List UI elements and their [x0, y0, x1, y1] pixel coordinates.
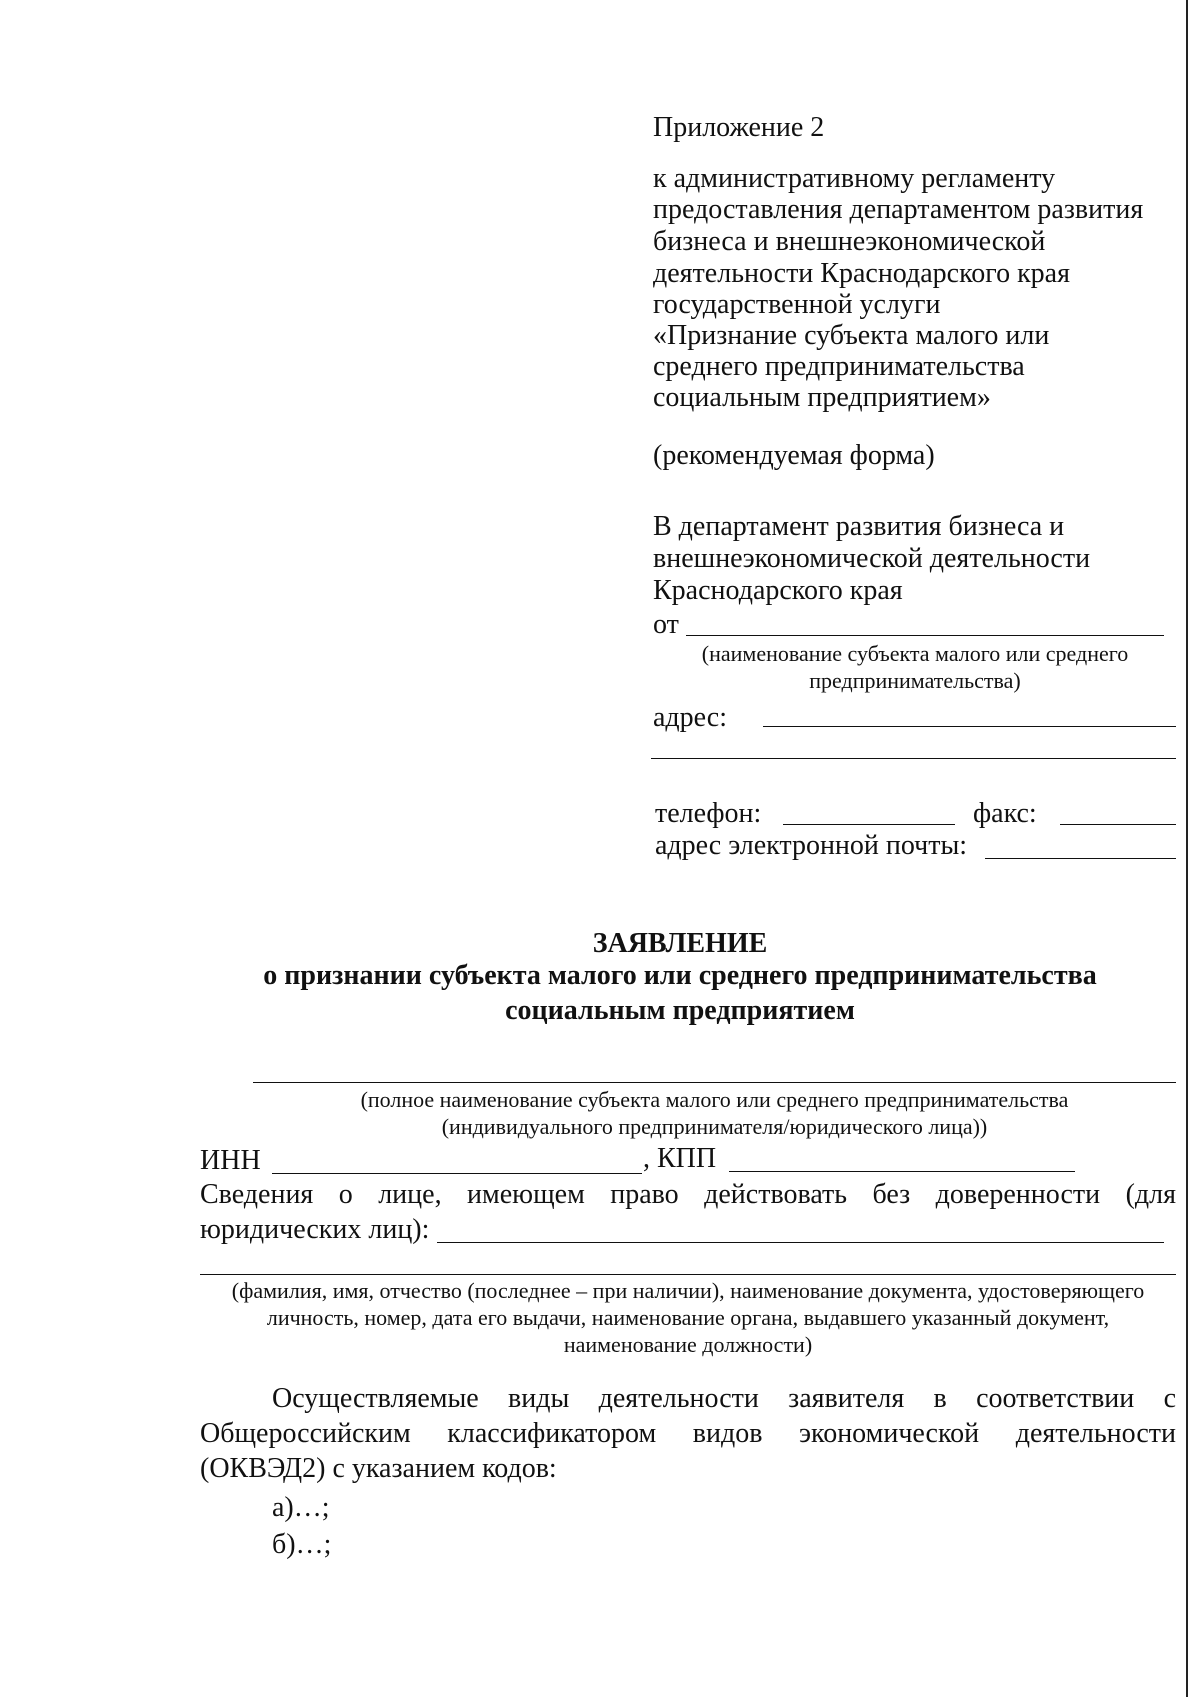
applicant-name-caption: (индивидуального предпринимателя/юридического лица)) [441, 1114, 988, 1139]
regulation-line: социальным предприятием» [653, 382, 991, 413]
regulation-line: среднего предпринимательства [653, 351, 1025, 382]
address-field-line-2[interactable] [651, 758, 1176, 759]
representative-caption: (фамилия, имя, отчество (последнее – при наличии), наименование документа, удостоверяющего [231, 1278, 1145, 1303]
representative-text: Сведения о лице, имеющем право действовать без доверенности (для [200, 1179, 1176, 1210]
representative-text: юридических лиц): [200, 1214, 430, 1245]
document-title: ЗАЯВЛЕНИЕ [592, 928, 768, 959]
form-note: (рекомендуемая форма) [653, 440, 935, 471]
okved-paragraph: (ОКВЭД2) с указанием кодов: [200, 1453, 557, 1484]
regulation-line: предоставления департаментом развития [653, 194, 1144, 225]
regulation-line: государственной услуги [653, 289, 941, 320]
email-field-line[interactable] [985, 858, 1176, 859]
document-subtitle: социальным предприятием [505, 995, 855, 1026]
applicant-name-caption: (полное наименование субъекта малого или среднего предпринимательства [360, 1087, 1069, 1112]
regulation-line: деятельности Краснодарского края [653, 258, 1070, 289]
inn-field-line[interactable] [272, 1173, 642, 1174]
addressee-line: внешнеэкономической деятельности [653, 543, 1091, 574]
from-field-line[interactable] [686, 635, 1164, 636]
applicant-name-field-line[interactable] [253, 1082, 1176, 1083]
scan-page-edge [1186, 0, 1188, 1697]
representative-caption: наименование должности) [563, 1332, 813, 1357]
document-subtitle: о признании субъекта малого или среднего предпринимательства [263, 960, 1097, 991]
phone-field-line[interactable] [783, 824, 955, 825]
from-label: от [653, 609, 679, 640]
regulation-line: бизнеса и внешнеэкономической [653, 226, 1046, 257]
list-item-a: а)…; [272, 1492, 330, 1523]
fax-field-line[interactable] [1060, 824, 1176, 825]
fax-label: факс: [973, 798, 1037, 829]
address-field-line[interactable] [763, 726, 1176, 727]
representative-field-line-2[interactable] [200, 1274, 1176, 1275]
from-caption: (наименование субъекта малого или среднего [701, 641, 1129, 666]
okved-paragraph: Общероссийским классификатором видов экономической деятельности [200, 1418, 1176, 1449]
addressee-line: В департамент развития бизнеса и [653, 511, 1065, 542]
kpp-label: , КПП [643, 1143, 717, 1174]
list-item-b: б)…; [272, 1529, 332, 1560]
inn-label: ИНН [200, 1145, 261, 1176]
kpp-field-line[interactable] [729, 1171, 1075, 1172]
representative-caption: личность, номер, дата его выдачи, наименование органа, выдавшего указанный документ, [266, 1305, 1110, 1330]
email-label: адрес электронной почты: [655, 830, 968, 861]
regulation-line: «Признание субъекта малого или [653, 320, 1050, 351]
addressee-line: Краснодарского края [653, 575, 903, 606]
representative-field-line[interactable] [437, 1242, 1164, 1243]
regulation-line: к административному регламенту [653, 163, 1056, 194]
from-caption: предпринимательства) [809, 668, 1021, 693]
address-label: адрес: [653, 702, 728, 733]
phone-label: телефон: [655, 798, 762, 829]
appendix-label: Приложение 2 [653, 112, 825, 143]
okved-paragraph: Осуществляемые виды деятельности заявителя в соответствии с [272, 1383, 1176, 1414]
